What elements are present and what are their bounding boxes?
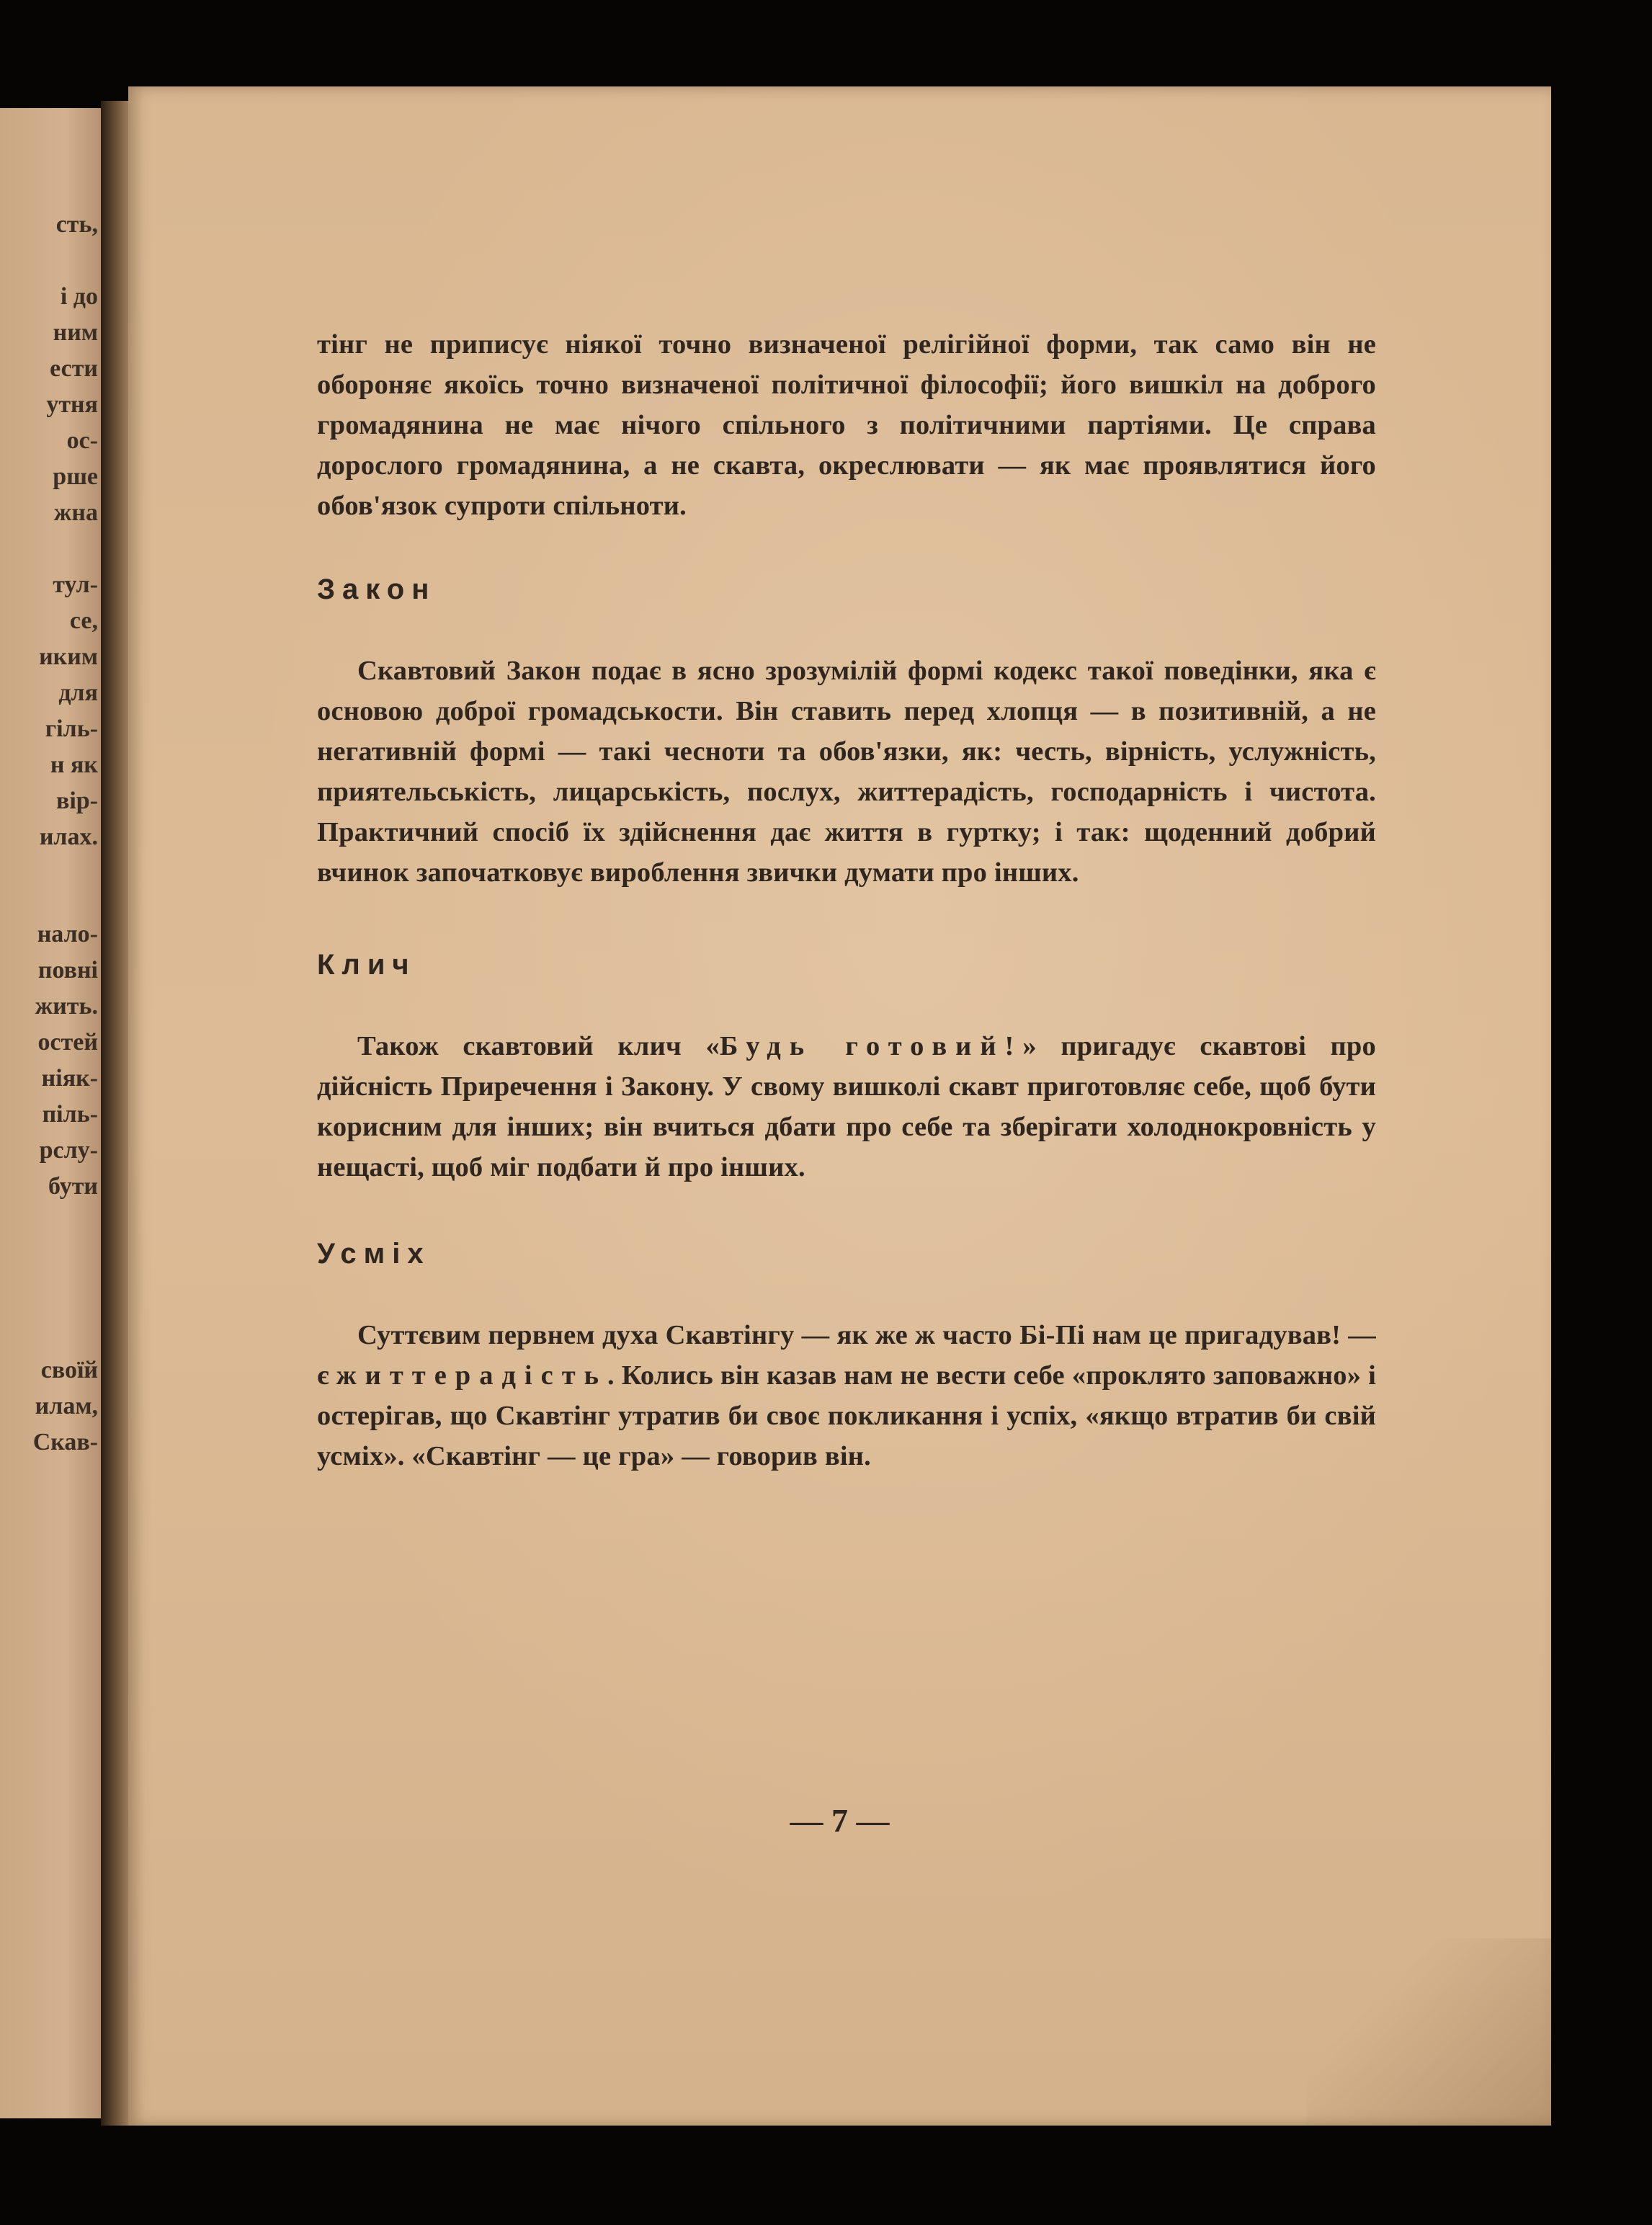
left-page-fragment: ести <box>50 355 98 382</box>
left-page-fragment: гіль- <box>45 715 98 742</box>
left-page-fragment: нало- <box>37 921 98 947</box>
left-page-fragment: остей <box>37 1029 98 1056</box>
page-number: — 7 — <box>790 1802 890 1839</box>
page-content <box>317 324 1376 1476</box>
left-page-fragment: н як <box>50 752 98 778</box>
heading-call: Клич <box>317 949 416 981</box>
left-page-fragment: бути <box>48 1173 98 1200</box>
left-page-fragment: илах. <box>39 824 98 850</box>
left-page-fragment: ос- <box>66 427 98 454</box>
call-text-end: » пригадує скавтові про дійсність Приречення і Закону. У свому вишколі скавт приготовляє себе, щоб бути корисним для інших; він вчиться дбати про себе та зберігати холоднокровність у нещасті, щоб міг подбати й про інших. <box>317 1031 1376 1182</box>
smile-text-start: Суттєвим первнем духа Скавтінгу — як же ж часто Бі-Пі нам це пригадував! — є <box>317 1320 1376 1391</box>
left-page-fragment: ніяк- <box>41 1065 98 1092</box>
book-page <box>128 86 1551 2126</box>
paragraph-intro: тінг не приписує ніякої точно визначеної релігійної форми, так само він не обороняє якоїсь точно визначеної політичної філософії; його вишкіл на доброго громадянина не має нічого спільного з політичними партіями. Це справа дорослого громадянина, а не скавта, окреслювати — як має проявлятися його обов'язок супроти спільноти. <box>317 329 1376 521</box>
left-page-fragment: жна <box>53 499 98 526</box>
left-page-fragment: Скав- <box>32 1429 98 1455</box>
left-page-fragment: ним <box>53 319 98 346</box>
left-facing-page <box>0 108 108 2118</box>
call-text-start: Також скавтовий клич « <box>357 1031 720 1061</box>
left-page-fragment: і до <box>60 283 98 310</box>
paragraph-smile <box>317 1315 1376 1476</box>
motto-text: Будь готовий! <box>719 1031 1023 1061</box>
paragraph-call <box>317 1026 1376 1187</box>
left-page-fragment: тул- <box>53 571 98 598</box>
left-page-fragment: повні <box>37 957 98 984</box>
left-page-fragment: своїй <box>40 1357 98 1383</box>
left-page-fragment: рше <box>53 463 98 490</box>
left-page-fragment: утня <box>46 391 98 418</box>
cheerfulness-word: життерадість <box>336 1360 607 1391</box>
heading-smile: Усміх <box>317 1238 431 1270</box>
left-page-fragment: сть, <box>55 211 98 238</box>
page-corner-shadow <box>1306 1938 1551 2126</box>
left-page-fragment: піль- <box>42 1101 98 1128</box>
left-page-fragment: се, <box>69 607 98 634</box>
left-page-fragment: вір- <box>55 788 98 814</box>
paragraph-law: Скавтовий Закон подає в ясно зрозумілій формі кодекс такої поведінки, яка є основою доброї громадськости. Він ставить перед хлопця — в позитивній, а не негативній формі — такі чесноти та обов'язки, як: честь, вірність, услужність, приятельськість, лицарськість, послух, життерадість, господарність і чистота. Практичний спосіб їх здійснення дає життя в гуртку; і так: щоденний добрий вчинок започатковує вироблення звички думати про інших. <box>317 656 1376 888</box>
left-page-fragment: для <box>58 679 98 706</box>
heading-law: Закон <box>317 574 437 605</box>
smile-text-end: . Колись він казав нам не вести себе «проклято заповажно» і остерігав, що Скавтінг утратив би своє покликання і успіх, «якщо втратив би свій усміх». «Скавтінг — це гра» — говорив він. <box>317 1360 1376 1471</box>
left-page-fragment: жить. <box>35 993 98 1020</box>
left-page-fragment: иким <box>39 643 98 670</box>
left-page-fragment: рслу- <box>39 1137 98 1164</box>
left-page-fragment: илам, <box>35 1393 98 1419</box>
